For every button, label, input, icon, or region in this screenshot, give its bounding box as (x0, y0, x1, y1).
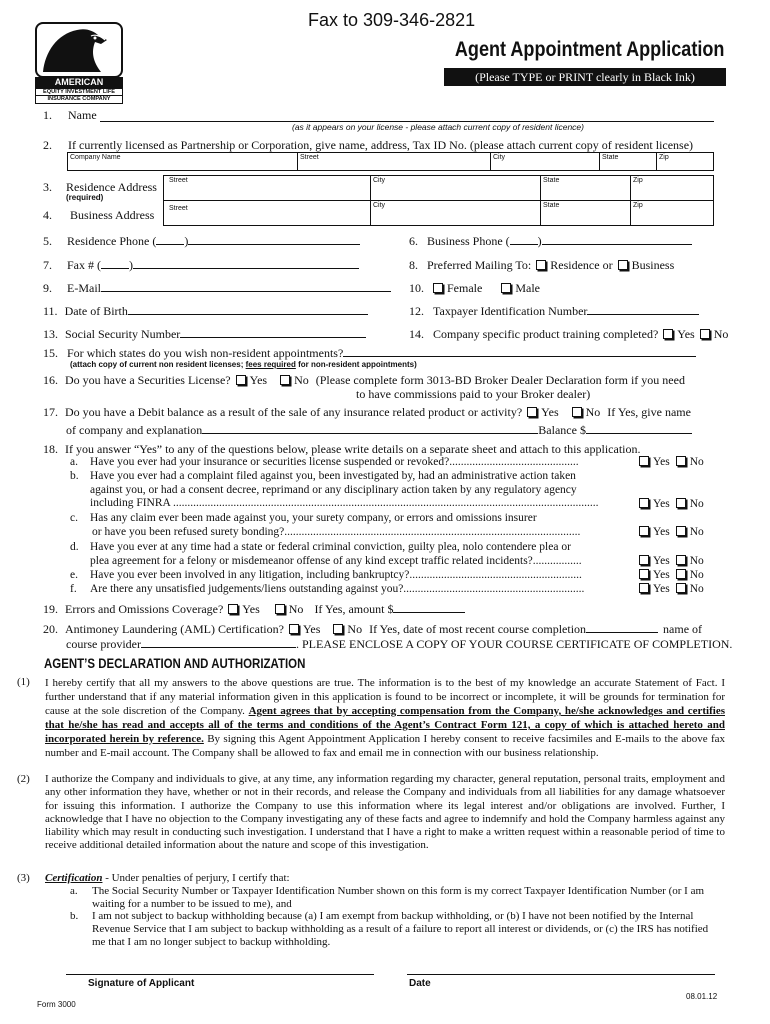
q18d-no-checkbox[interactable] (676, 555, 686, 565)
company-address-grid[interactable] (67, 152, 714, 171)
q7-label: Fax # ( (67, 258, 101, 272)
q16 (43, 373, 685, 388)
residence-state-cell[interactable] (540, 176, 560, 200)
q5-label: Residence Phone ( (67, 234, 157, 248)
q7-num: 7. (43, 258, 52, 272)
q18-intro (43, 442, 641, 457)
certification-intro: - Under penalties of perjury, I certify that: (102, 872, 290, 884)
q6-close: ) (537, 234, 542, 248)
nonresident-states-field[interactable] (343, 346, 696, 357)
residence-phone-field[interactable] (188, 234, 360, 245)
business-area-code-field[interactable] (510, 234, 538, 245)
aml-date-field[interactable] (586, 622, 658, 633)
securities-no-label: No (294, 373, 309, 387)
company-city-cell[interactable] (490, 153, 506, 170)
q9-num: 9. (43, 281, 52, 295)
q9-label: E-Mail (67, 281, 101, 295)
business-zip-cell[interactable] (630, 201, 643, 225)
securities-yes-checkbox[interactable] (236, 375, 246, 385)
declaration-p3-intro (45, 872, 290, 884)
training-yes-label: Yes (677, 327, 695, 341)
q13 (43, 327, 366, 342)
q17-line2 (66, 423, 692, 438)
mailing-residence-checkbox[interactable] (536, 260, 546, 270)
business-city-cell[interactable] (370, 201, 386, 225)
col-company-name: Company Name (70, 154, 121, 161)
residence-address-grid[interactable] (163, 175, 714, 201)
q18c-line1: Has any claim ever been made against you, your surety company, or errors and omissions insurer (90, 512, 537, 524)
q18a-text (70, 456, 579, 470)
taxpayer-id-field[interactable] (587, 304, 699, 315)
q18f-no-label: No (689, 583, 704, 595)
q18b-line3: including FINRA .................................................................................................................................................... (90, 497, 599, 510)
eo-yes-checkbox[interactable] (228, 604, 238, 614)
declaration-p2-num: (2) (17, 773, 30, 785)
q15-note-a: (attach copy of current non resident licenses; (70, 360, 244, 369)
q18c-no-checkbox[interactable] (676, 526, 686, 536)
q18d-yes-label: Yes (653, 555, 670, 567)
q18f-yes-label: Yes (653, 583, 670, 595)
q18f-options (637, 583, 704, 595)
logo-text-main: AMERICAN (35, 77, 123, 88)
q5-num: 5. (43, 234, 52, 248)
female-checkbox[interactable] (433, 283, 443, 293)
declaration-heading: AGENT’S DECLARATION AND AUTHORIZATION (44, 656, 306, 671)
form-number: Form 3000 (37, 1000, 76, 1009)
q18a-yes-checkbox[interactable] (639, 456, 649, 466)
q18c-yes-checkbox[interactable] (639, 526, 649, 536)
col-state: State (543, 177, 560, 184)
q13-num: 13. (43, 327, 58, 341)
declaration-p3-num: (3) (17, 872, 30, 884)
declaration-p1-agreement: Agent agrees that by accepting compensation from the Company, he/she acknowledges and certifies that he/she has read and accepts all of the terms and conditions of the Agent’s Contract Form 121, a copy of which is attached hereto and incorporated herein by reference. (45, 705, 725, 745)
q11-label: Date of Birth (64, 304, 128, 318)
q10 (409, 281, 540, 296)
fax-number: Fax to 309-346-2821 (308, 10, 476, 30)
aml-no-checkbox[interactable] (333, 624, 343, 634)
q18a-no-label: No (689, 456, 704, 468)
q17-num: 17. (43, 405, 58, 419)
q19-label: Errors and Omissions Coverage? (65, 602, 224, 616)
debit-no-checkbox[interactable] (572, 407, 582, 417)
q18e-letter: e. (70, 569, 78, 581)
q6-num: 6. (409, 234, 418, 248)
male-label: Male (515, 281, 540, 295)
company-zip-cell[interactable] (656, 153, 669, 170)
q11-num: 11. (43, 304, 58, 318)
col-state: State (543, 202, 560, 209)
q18c-no-label: No (689, 526, 704, 538)
email-field[interactable] (101, 281, 391, 292)
q2-num: 2. (43, 138, 52, 152)
q18e-no-label: No (689, 569, 704, 581)
q19-ifyes: If Yes, amount $ (314, 602, 394, 616)
debit-yes-checkbox[interactable] (527, 407, 537, 417)
q18f-letter: f. (70, 583, 77, 595)
col-street: Street (300, 154, 319, 161)
page-title: Agent Appointment Application (454, 38, 724, 61)
fax-number-field[interactable] (133, 258, 359, 269)
q20-line2-label: course provider (66, 637, 141, 651)
q18a-options (637, 456, 704, 468)
q8 (409, 258, 674, 273)
logo-text-line3: INSURANCE COMPANY (35, 95, 123, 104)
q5 (43, 234, 360, 249)
certification-b-letter: b. (70, 910, 79, 922)
q18a-letter: a. (70, 456, 78, 468)
q15-num: 15. (43, 346, 58, 360)
q15-note-fees: fees required (245, 360, 296, 369)
q18b-yes-label: Yes (653, 498, 670, 510)
q18d-letter: d. (70, 541, 79, 553)
q12-num: 12. (409, 304, 424, 318)
col-street: Street (169, 177, 188, 184)
q18d-text (70, 541, 582, 568)
q20-line2 (66, 637, 732, 652)
col-zip: Zip (659, 154, 669, 161)
business-phone-field[interactable] (542, 234, 692, 245)
q20-num: 20. (43, 622, 58, 636)
declaration-p2: I authorize the Company and individuals to give, at any time, any information regarding my character, general reputation, personal traits, employment and any other information they have, whether or not in their records, and release the Company and individuals from all liabilities for any damage whatsoever for issuing this information. I authorize the Company to use this information where its legal interest and/or obligations are involved. Further, I acknowledge that I have no objection to the Company investigating any of these facts and agree to indemnify and hold the Company harmless against any liability which may result in conducting such investigation. I understand that I have a right to make a written request within a reasonable period of time to receive additional detailed information about the nature and scope of this investigation. (45, 773, 725, 852)
q15-label: For which states do you wish non-resident appointments? (67, 346, 344, 360)
q18f-line: Are there any unsatisfied judgements/liens outstanding against you?............................................................... (90, 583, 585, 595)
securities-no-checkbox[interactable] (280, 375, 290, 385)
q20 (43, 622, 702, 637)
debit-yes-label: Yes (541, 405, 559, 419)
q18b-line2: against you, or had a consent decree, reprimand or any disciplinary action taken by any regulatory agency (90, 483, 577, 496)
q18f-no-checkbox[interactable] (676, 583, 686, 593)
course-provider-field[interactable] (141, 637, 296, 648)
training-no-checkbox[interactable] (700, 329, 710, 339)
signature-label: Signature of Applicant (88, 978, 195, 989)
aml-yes-label: Yes (302, 622, 321, 636)
q16-rest: (Please complete form 3013-BD Broker Dealer Declaration form if you need (315, 373, 685, 387)
declaration-p1 (45, 676, 725, 760)
q18e-no-checkbox[interactable] (676, 569, 686, 579)
q4-label: Business Address (70, 208, 155, 222)
q3-num: 3. (43, 180, 52, 194)
q5-close: ) (184, 234, 189, 248)
q18d-line1: Have you ever at any time had a state or federal criminal conviction, guilty plea, nolo contendere plea or (90, 541, 571, 553)
q12-label: Taxpayer Identification Number (433, 304, 588, 318)
q10-num: 10. (409, 281, 424, 295)
mailing-business-checkbox[interactable] (618, 260, 628, 270)
q17 (43, 405, 691, 420)
q2-label: If currently licensed as Partnership or Corporation, give name, address, Tax ID No. (please attach current copy of resident license) (68, 138, 694, 152)
q18b-no-label: No (689, 498, 704, 510)
q15-note-c: for non-resident appointments) (298, 360, 417, 369)
q18c-text (70, 512, 580, 539)
debit-no-label: No (585, 405, 601, 419)
q17-label: Do you have a Debit balance as a result of the sale of any insurance related product or activity? (65, 405, 523, 419)
q18b-line1: Have you ever had a complaint filed against you, been investigated by, had an administrative action taken (90, 470, 576, 482)
q11 (43, 304, 368, 319)
q12 (409, 304, 699, 319)
q17-balance-label: Balance $ (538, 423, 586, 437)
q16-num: 16. (43, 373, 58, 387)
ssn-field[interactable] (180, 327, 366, 338)
q18e-line: Have you ever been involved in any litigation, including bankruptcy?............................................................ (90, 569, 582, 581)
signature-line[interactable] (66, 974, 374, 975)
date-label: Date (409, 978, 431, 989)
q18f-yes-checkbox[interactable] (639, 583, 649, 593)
mailing-business-label: Business (631, 258, 675, 272)
col-city: City (373, 202, 386, 209)
q15 (43, 346, 696, 361)
q8-label: Preferred Mailing To: (427, 258, 532, 272)
q20-enclose: . PLEASE ENCLOSE A COPY OF YOUR COURSE CERTIFICATE OF COMPLETION. (295, 637, 733, 651)
q20-nameof: name of (663, 622, 703, 636)
date-of-birth-field[interactable] (128, 304, 368, 315)
q18b-no-checkbox[interactable] (676, 498, 686, 508)
q13-label: Social Security Number (65, 327, 181, 341)
q14-label: Company specific product training completed? (433, 327, 659, 341)
subtitle-banner: (Please TYPE or PRINT clearly in Black Ink) (444, 68, 726, 86)
q18d-no-label: No (689, 555, 704, 567)
aml-no-label: No (347, 622, 363, 636)
q9 (43, 281, 391, 296)
company-street-cell[interactable] (297, 153, 319, 170)
securities-yes-label: Yes (249, 373, 268, 387)
q19 (43, 602, 465, 617)
q18-num: 18. (43, 442, 58, 456)
date-line[interactable] (407, 974, 715, 975)
q16-label: Do you have a Securities License? (65, 373, 231, 387)
q1-note: (as it appears on your license - please attach current copy of resident licence) (292, 122, 584, 132)
residence-city-cell[interactable] (370, 176, 386, 200)
certification-b: I am not subject to backup withholding because (a) I am exempt from backup withholding, or (b) I have not been notified by the Internal Revenue Service that I am subject to backup withholding as a result of a failure to report all interest or dividends, or (c) the IRS has notified me that I am no longer subject to backup withholding. (92, 910, 709, 949)
col-city: City (493, 154, 506, 161)
q18c-options (637, 526, 704, 538)
q6-label: Business Phone ( (427, 234, 510, 248)
business-state-cell[interactable] (540, 201, 560, 225)
debit-balance-field[interactable] (586, 423, 692, 434)
q18d-yes-checkbox[interactable] (639, 555, 649, 565)
col-city: City (373, 177, 386, 184)
col-zip: Zip (633, 202, 643, 209)
company-state-cell[interactable] (599, 153, 619, 170)
business-address-grid[interactable] (163, 200, 714, 226)
declaration-p1-a: I hereby certify that all my answers to the above questions are true. The information is to the best of my knowledge an accurate Statement of Fact. I further understand that if any material information given in this application is found to be incorrect or incomplete, it will be grounds for termination for cause at the sole discretion of the Company. (45, 677, 725, 717)
q19-num: 19. (43, 602, 58, 616)
male-checkbox[interactable] (501, 283, 511, 293)
q17-ifyes: If Yes, give name (607, 405, 691, 419)
company-logo (35, 22, 123, 100)
eo-no-label: No (288, 602, 304, 616)
col-state: State (602, 154, 619, 161)
q18c-line2: or have you been refused surety bonding?....................................................................................................... (92, 525, 581, 538)
q18b-letter: b. (70, 470, 79, 482)
q18-intro-text: If you answer “Yes” to any of the questions below, please write details on a separate sheet and attach to this application. (65, 442, 641, 456)
q1-num: 1. (43, 108, 52, 122)
q16-rest2: to have commissions paid to your Broker dealer) (356, 387, 591, 401)
col-zip: Zip (633, 177, 643, 184)
q18b-options (637, 498, 704, 510)
q6 (409, 234, 692, 249)
q18c-letter: c. (70, 512, 78, 524)
eo-yes-label: Yes (242, 602, 260, 616)
debit-explanation-field[interactable] (202, 423, 538, 434)
declaration-p1-c: By signing this Agent Appointment Application I hereby consent to receive facsimiles and E-mails to the above fax number and E-mail account. The Company shall be allowed to fax and email me in connection with our business relationship. (45, 733, 725, 759)
fax-area-code-field[interactable] (101, 258, 129, 269)
logo-text-line2: EQUITY INVESTMENT LIFE (35, 88, 123, 96)
female-label: Female (447, 281, 483, 295)
form-version: 08.01.12 (686, 992, 718, 1001)
q7-close: ) (129, 258, 133, 272)
col-street: Street (169, 205, 188, 212)
q18b-text (70, 470, 599, 511)
q17-line2-label: of company and explanation (66, 423, 203, 437)
eagle-logo-icon (35, 22, 123, 78)
certification-a: The Social Security Number or Taxpayer Identification Number shown on this form is my correct Taxpayer Identification Number (or I am waiting for a number to be issued to me), and (92, 885, 705, 911)
certification-a-letter: a. (70, 885, 78, 897)
q18b-yes-checkbox[interactable] (639, 498, 649, 508)
residence-zip-cell[interactable] (630, 176, 643, 200)
q18a-yes-label: Yes (653, 456, 670, 468)
mailing-residence-label: Residence or (550, 258, 613, 272)
q8-num: 8. (409, 258, 418, 272)
training-no-label: No (713, 327, 729, 341)
q18e-text (70, 569, 582, 581)
declaration-p1-num: (1) (17, 676, 30, 688)
residence-area-code-field[interactable] (156, 234, 184, 245)
q18e-yes-label: Yes (653, 569, 670, 581)
q18f-text (70, 583, 584, 595)
training-yes-checkbox[interactable] (663, 329, 673, 339)
q18e-options (637, 569, 704, 581)
q3-required: (required) (66, 193, 104, 202)
q18a-line: Have you ever had your insurance or securities license suspended or revoked?............................................. (90, 456, 579, 468)
q18e-yes-checkbox[interactable] (639, 569, 649, 579)
q4-num: 4. (43, 208, 52, 222)
q1-label: Name (68, 108, 97, 122)
q18a-no-checkbox[interactable] (676, 456, 686, 466)
q18d-line2: plea agreement for a felony or misdemeanor offense of any kind except traffic related incidents?................. (90, 554, 582, 567)
q18d-options (637, 555, 704, 567)
q14 (409, 327, 728, 342)
q20-ifyes: If Yes, date of most recent course completion (369, 622, 587, 636)
q7 (43, 258, 359, 273)
eo-amount-field[interactable] (393, 602, 465, 613)
certification-label: Certification (45, 872, 103, 884)
q15-note (70, 360, 417, 369)
eo-no-checkbox[interactable] (275, 604, 285, 614)
q18c-yes-label: Yes (653, 526, 670, 538)
q3-label: Residence Address (66, 180, 157, 194)
aml-yes-checkbox[interactable] (289, 624, 299, 634)
q14-num: 14. (409, 327, 424, 341)
q20-label: Antimoney Laundering (AML) Certification? (65, 622, 284, 636)
